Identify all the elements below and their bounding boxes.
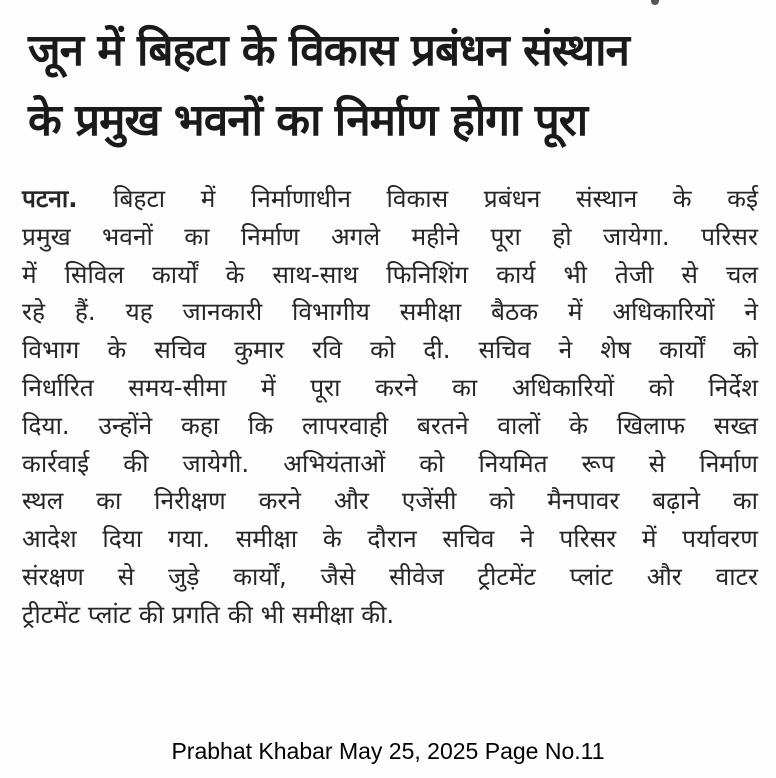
body-line: आदेश दिया गया. समीक्षा के दौरान सचिव ने परिसर में पर्यावरण [22,524,758,554]
first-line-text: बिहटा में निर्माणाधीन विकास प्रबंधन संस्थान के कई [113,184,758,213]
dateline: पटना. [22,184,78,213]
body-line: दिया. उन्होंने कहा कि लापरवाही बरतने वालों के खिलाफ सख्त [22,410,758,440]
print-speck [651,0,659,5]
body-line: में सिविल कार्यों के साथ-साथ फिनिशिंग कार्य भी तेजी से चल [22,259,758,289]
source-caption: Prabhat Khabar May 25, 2025 Page No.11 [171,738,605,764]
headline-line: जून में बिहटा के विकास प्रबंधन संस्थान [28,25,629,76]
body-line: संरक्षण से जुड़े कार्यों, जैसे सीवेज ट्रीटमेंट प्लांट और वाटर [22,561,758,591]
article-body [22,180,758,634]
body-line-last: ट्रीटमेंट प्लांट की प्रगति की भी समीक्षा की. [22,599,395,629]
body-line: कार्रवाई की जायेगी. अभियंताओं को नियमित रूप से निर्माण [22,448,758,478]
body-line: स्थल का निरीक्षण करने और एजेंसी को मैनपावर बढ़ाने का [22,486,758,516]
body-line: निर्धारित समय-सीमा में पूरा करने का अधिकारियों को निर्देश [22,372,758,402]
body-line-first [22,180,758,218]
headline [28,16,768,156]
body-line: प्रमुख भवनों का निर्माण अगले महीने पूरा हो जायेगा. परिसर [22,221,758,251]
headline-line: के प्रमुख भवनों का निर्माण होगा पूरा [28,95,588,146]
body-line: विभाग के सचिव कुमार रवि को दी. सचिव ने शेष कार्यों को [22,335,758,365]
body-line: रहे हैं. यह जानकारी विभागीय समीक्षा बैठक में अधिकारियों ने [22,297,758,327]
